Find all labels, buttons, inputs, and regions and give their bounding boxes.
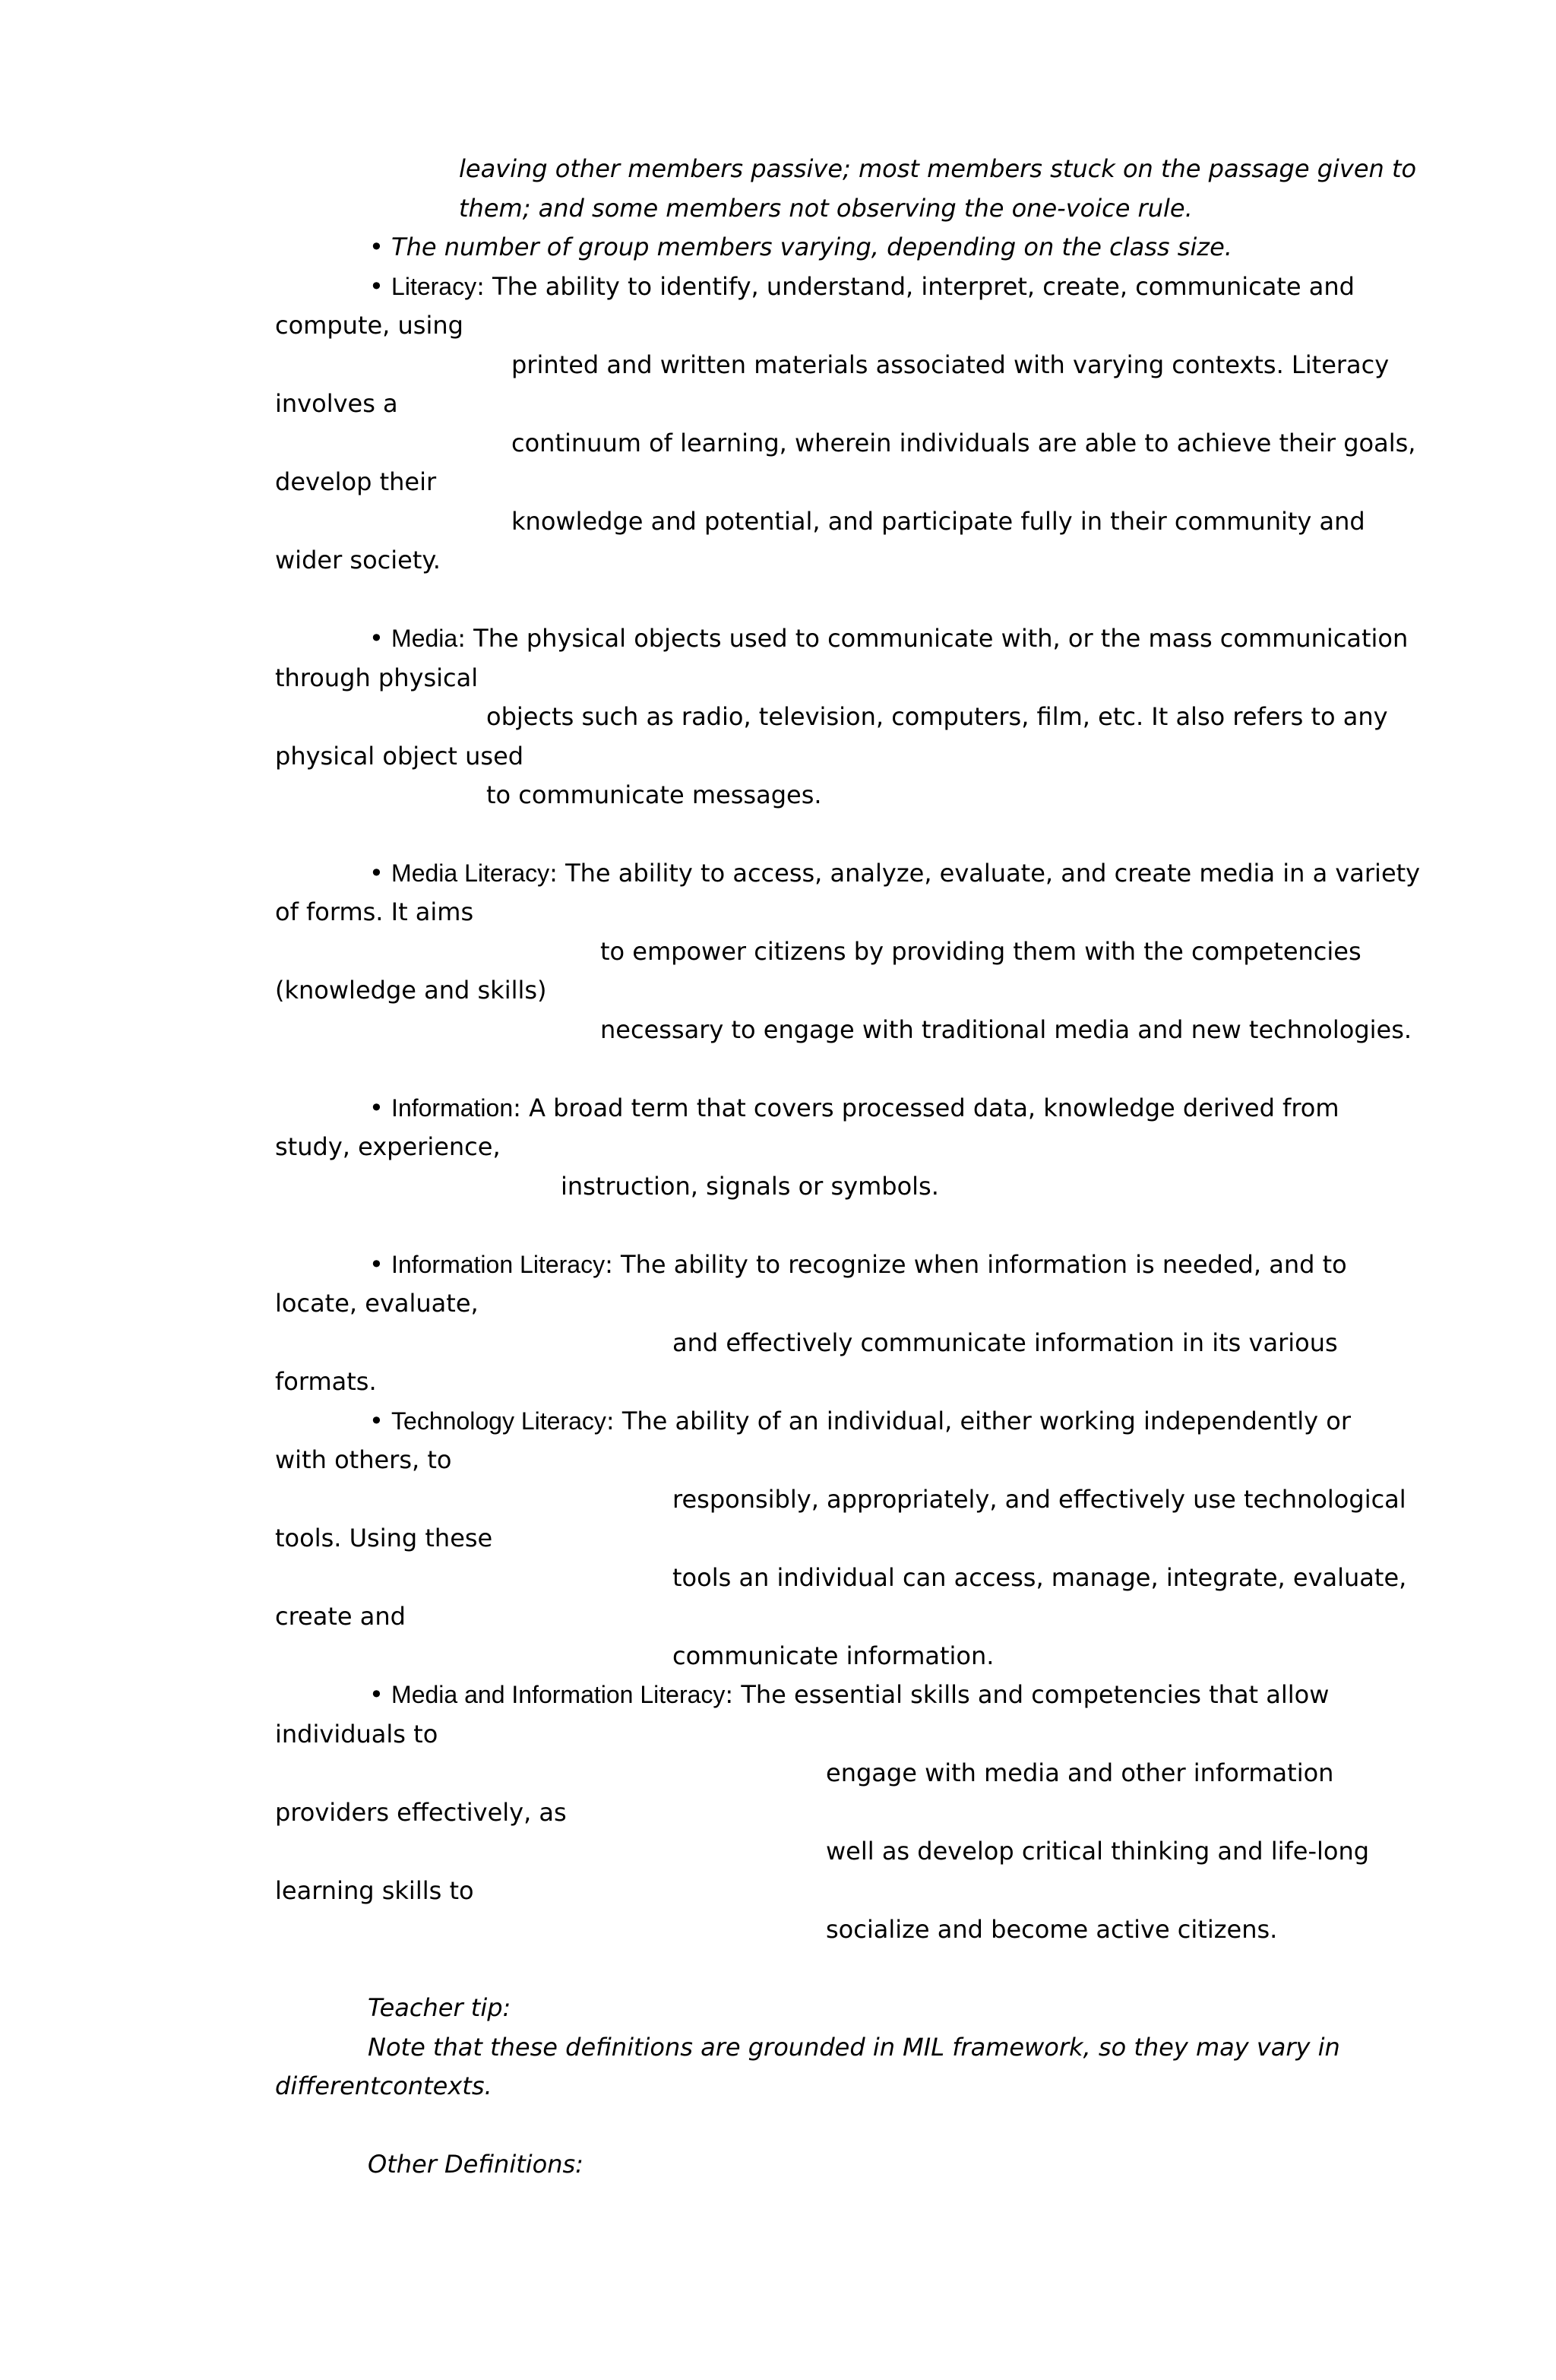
definition-literacy-line-2: compute, using <box>275 311 463 340</box>
definition-information-literacy-line-1 <box>369 1252 1347 1277</box>
term-media: Media <box>391 625 458 652</box>
definition-text: : A broad term that covers processed data, knowledge derived from <box>513 1093 1339 1122</box>
term-mil: Media and Information Literacy <box>391 1681 726 1708</box>
definition-mil-line-1 <box>369 1682 1329 1707</box>
bullet: • <box>369 1680 384 1709</box>
definition-mil-line-5: well as develop critical thinking and life-long <box>826 1837 1370 1866</box>
definition-literacy-line-1 <box>369 274 1355 299</box>
definition-mil-line-3: engage with media and other information <box>826 1758 1334 1787</box>
definition-media-line-2: through physical <box>275 663 479 692</box>
term-information: Information <box>391 1094 514 1122</box>
definition-literacy-line-4: involves a <box>275 389 398 418</box>
definition-information-literacy-line-4: formats. <box>275 1367 377 1396</box>
definition-technology-literacy-line-3: responsibly, appropriately, and effectively use technological <box>672 1485 1406 1514</box>
definition-mil-line-4: providers effectively, as <box>275 1798 567 1827</box>
definition-literacy-line-7: knowledge and potential, and participate fully in their community and <box>511 507 1365 536</box>
bullet: • <box>369 272 384 301</box>
definition-text: : The essential skills and competencies that allow <box>725 1680 1330 1709</box>
definition-media-line-5: to communicate messages. <box>486 780 822 809</box>
definition-text: : The ability to access, analyze, evaluate, and create media in a variety <box>549 859 1421 888</box>
term-technology-literacy: Technology Literacy <box>391 1407 606 1435</box>
bullet: • <box>369 1407 384 1435</box>
definition-literacy-line-3: printed and written materials associated with varying contexts. Literacy <box>511 350 1390 379</box>
teacher-tip-heading: Teacher tip: <box>368 1993 511 2022</box>
teacher-tip-line-1: Note that these definitions are grounded in MIL framework, so they may vary in <box>368 2033 1340 2062</box>
bullet: • <box>369 1250 384 1279</box>
definition-technology-literacy-line-5: tools an individual can access, manage, integrate, evaluate, <box>672 1563 1407 1592</box>
definition-information-literacy-line-2: locate, evaluate, <box>275 1289 479 1318</box>
teacher-tip-line-2: differentcontexts. <box>275 2071 492 2100</box>
definition-text: : The ability to identify, understand, interpret, create, communicate and <box>476 272 1355 301</box>
definition-information-line-3: instruction, signals or symbols. <box>561 1172 939 1201</box>
term-media-literacy: Media Literacy <box>391 859 550 887</box>
intro-line-1: leaving other members passive; most members stuck on the passage given to <box>459 154 1417 183</box>
definition-media-literacy-line-4: (knowledge and skills) <box>275 976 547 1005</box>
bullet: • <box>369 1093 384 1122</box>
intro-line-2: them; and some members not observing the one-voice rule. <box>459 194 1193 223</box>
other-definitions-heading: Other Definitions: <box>368 2150 584 2179</box>
definition-technology-literacy-line-2: with others, to <box>275 1445 452 1474</box>
definition-information-line-2: study, experience, <box>275 1132 501 1161</box>
definition-media-line-1 <box>369 624 1409 653</box>
definition-text: : The physical objects used to communicate with, or the mass communication <box>457 624 1409 653</box>
definition-media-line-4: physical object used <box>275 742 524 771</box>
definition-mil-line-6: learning skills to <box>275 1876 474 1905</box>
definition-literacy-line-5: continuum of learning, wherein individuals are able to achieve their goals, <box>511 429 1416 457</box>
intro-line-3: • The number of group members varying, depending on the class size. <box>369 233 1232 261</box>
definition-media-literacy-line-2: of forms. It aims <box>275 897 474 926</box>
definition-text: : The ability of an individual, either working independently or <box>606 1407 1352 1435</box>
definition-technology-literacy-line-4: tools. Using these <box>275 1524 493 1552</box>
definition-media-literacy-line-5: necessary to engage with traditional media and new technologies. <box>600 1015 1412 1044</box>
definition-mil-line-2: individuals to <box>275 1720 438 1749</box>
term-literacy: Literacy <box>391 273 477 300</box>
bullet: • <box>369 624 384 653</box>
bullet: • <box>369 859 384 888</box>
definition-information-literacy-line-3: and effectively communicate information in its various <box>672 1328 1338 1357</box>
definition-literacy-line-8: wider society. <box>275 546 441 574</box>
definition-information-line-1 <box>369 1093 1339 1122</box>
definition-technology-literacy-line-6: create and <box>275 1602 406 1631</box>
definition-technology-literacy-line-1 <box>369 1409 1351 1433</box>
definition-media-literacy-line-3: to empower citizens by providing them with the competencies <box>600 937 1362 966</box>
term-information-literacy: Information Literacy <box>391 1251 606 1278</box>
definition-media-literacy-line-1 <box>369 859 1421 888</box>
definition-technology-literacy-line-7: communicate information. <box>672 1641 995 1670</box>
definition-mil-line-7: socialize and become active citizens. <box>826 1915 1278 1944</box>
definition-media-line-3: objects such as radio, television, computers, film, etc. It also refers to any <box>486 702 1388 731</box>
definition-text: : The ability to recognize when information is needed, and to <box>605 1250 1347 1279</box>
definition-literacy-line-6: develop their <box>275 467 437 496</box>
